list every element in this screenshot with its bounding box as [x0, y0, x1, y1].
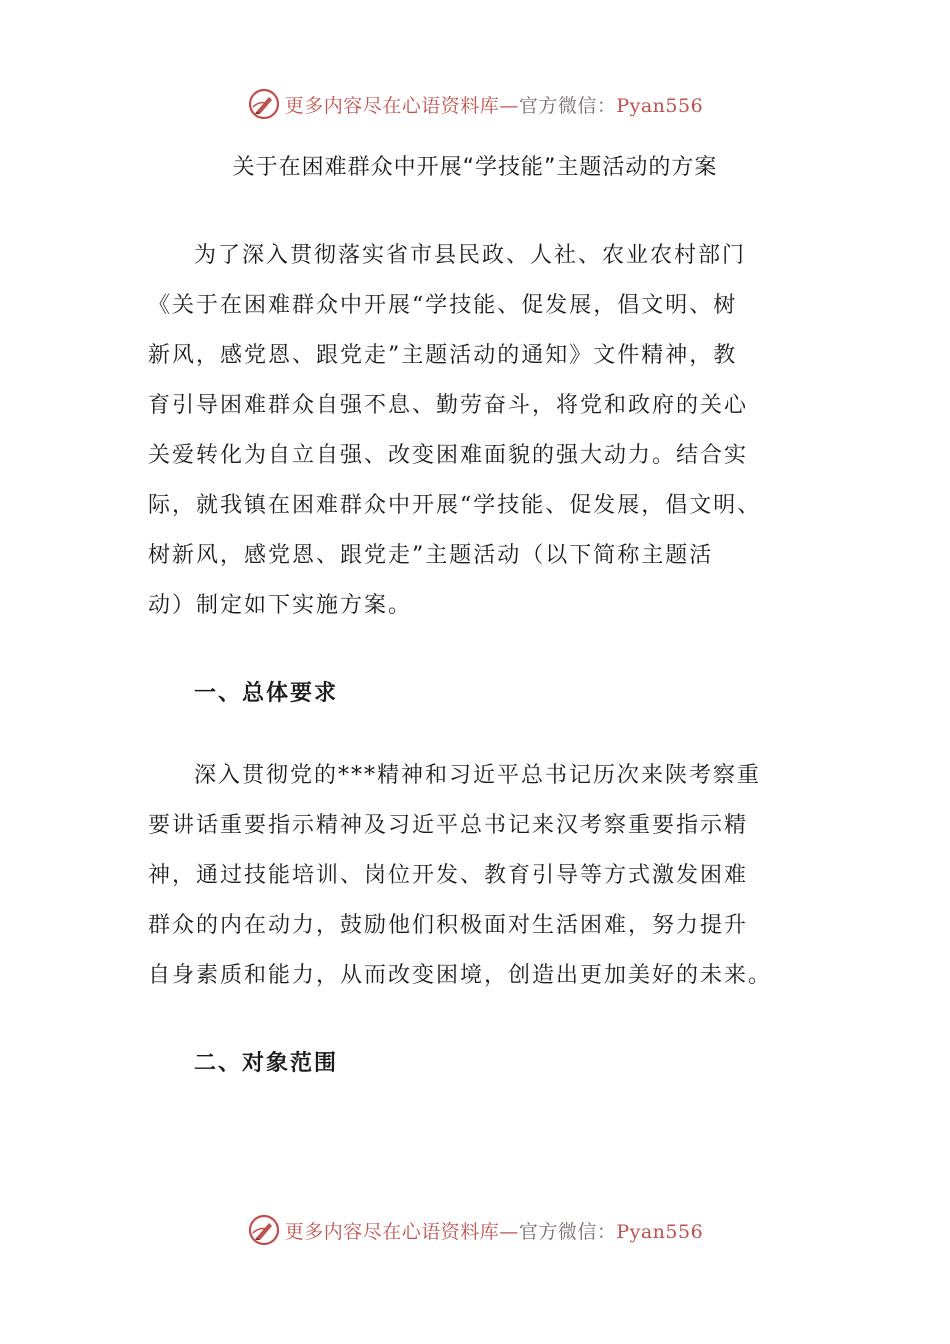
header-banner	[0, 84, 950, 124]
section-heading-1: 一、总体要求	[194, 681, 339, 706]
intro-line: 育引导困难群众自强不息、勤劳奋斗，将党和政府的关心	[148, 393, 749, 418]
section-heading-2: 二、对象范围	[194, 1051, 339, 1076]
document-title: 关于在困难群众中开展“学技能”主题活动的方案	[232, 155, 718, 180]
banner-wechat-id: Pyan556	[616, 94, 704, 117]
intro-line: 关爱转化为自立自强、改变困难面貌的强大动力。结合实	[148, 443, 749, 468]
pen-logo-icon	[247, 87, 281, 121]
section-1-line: 深入贯彻党的***精神和习近平总书记历次来陕考察重	[194, 763, 762, 788]
section-1-line: 群众的内在动力，鼓励他们积极面对生活困难，努力提升	[148, 913, 749, 938]
section-1-line: 神，通过技能培训、岗位开发、教育引导等方式激发困难	[148, 863, 749, 888]
banner-wechat-id: Pyan556	[616, 1220, 704, 1243]
pen-logo-icon	[247, 1213, 281, 1247]
intro-line: 新风，感党恩、跟党走”主题活动的通知》文件精神，教	[148, 343, 738, 368]
intro-line: 动）制定如下实施方案。	[148, 593, 413, 618]
banner-official-label: 官方微信：	[518, 1220, 617, 1243]
intro-paragraph	[148, 231, 808, 631]
banner-official-label: 官方微信：	[518, 94, 617, 117]
banner-separator: —	[499, 1220, 519, 1243]
banner-separator: —	[499, 94, 519, 117]
banner-slogan: 更多内容尽在心语资料库	[284, 94, 500, 117]
intro-line: 树新风，感党恩、跟党走”主题活动（以下简称主题活	[148, 543, 714, 568]
banner-slogan: 更多内容尽在心语资料库	[284, 1220, 500, 1243]
intro-line: 为了深入贯彻落实省市县民政、人社、农业农村部门	[194, 243, 747, 268]
footer-banner	[0, 1210, 950, 1250]
section-1-line: 要讲话重要指示精神及习近平总书记来汉考察重要指示精	[148, 813, 749, 838]
section-1-paragraph	[148, 751, 808, 1001]
intro-line: 《关于在困难群众中开展“学技能、促发展，倡文明、树	[148, 293, 738, 318]
section-1-line: 自身素质和能力，从而改变困境，创造出更加美好的未来。	[148, 963, 773, 988]
intro-line: 际，就我镇在困难群众中开展“学技能、促发展，倡文明、	[148, 493, 762, 518]
